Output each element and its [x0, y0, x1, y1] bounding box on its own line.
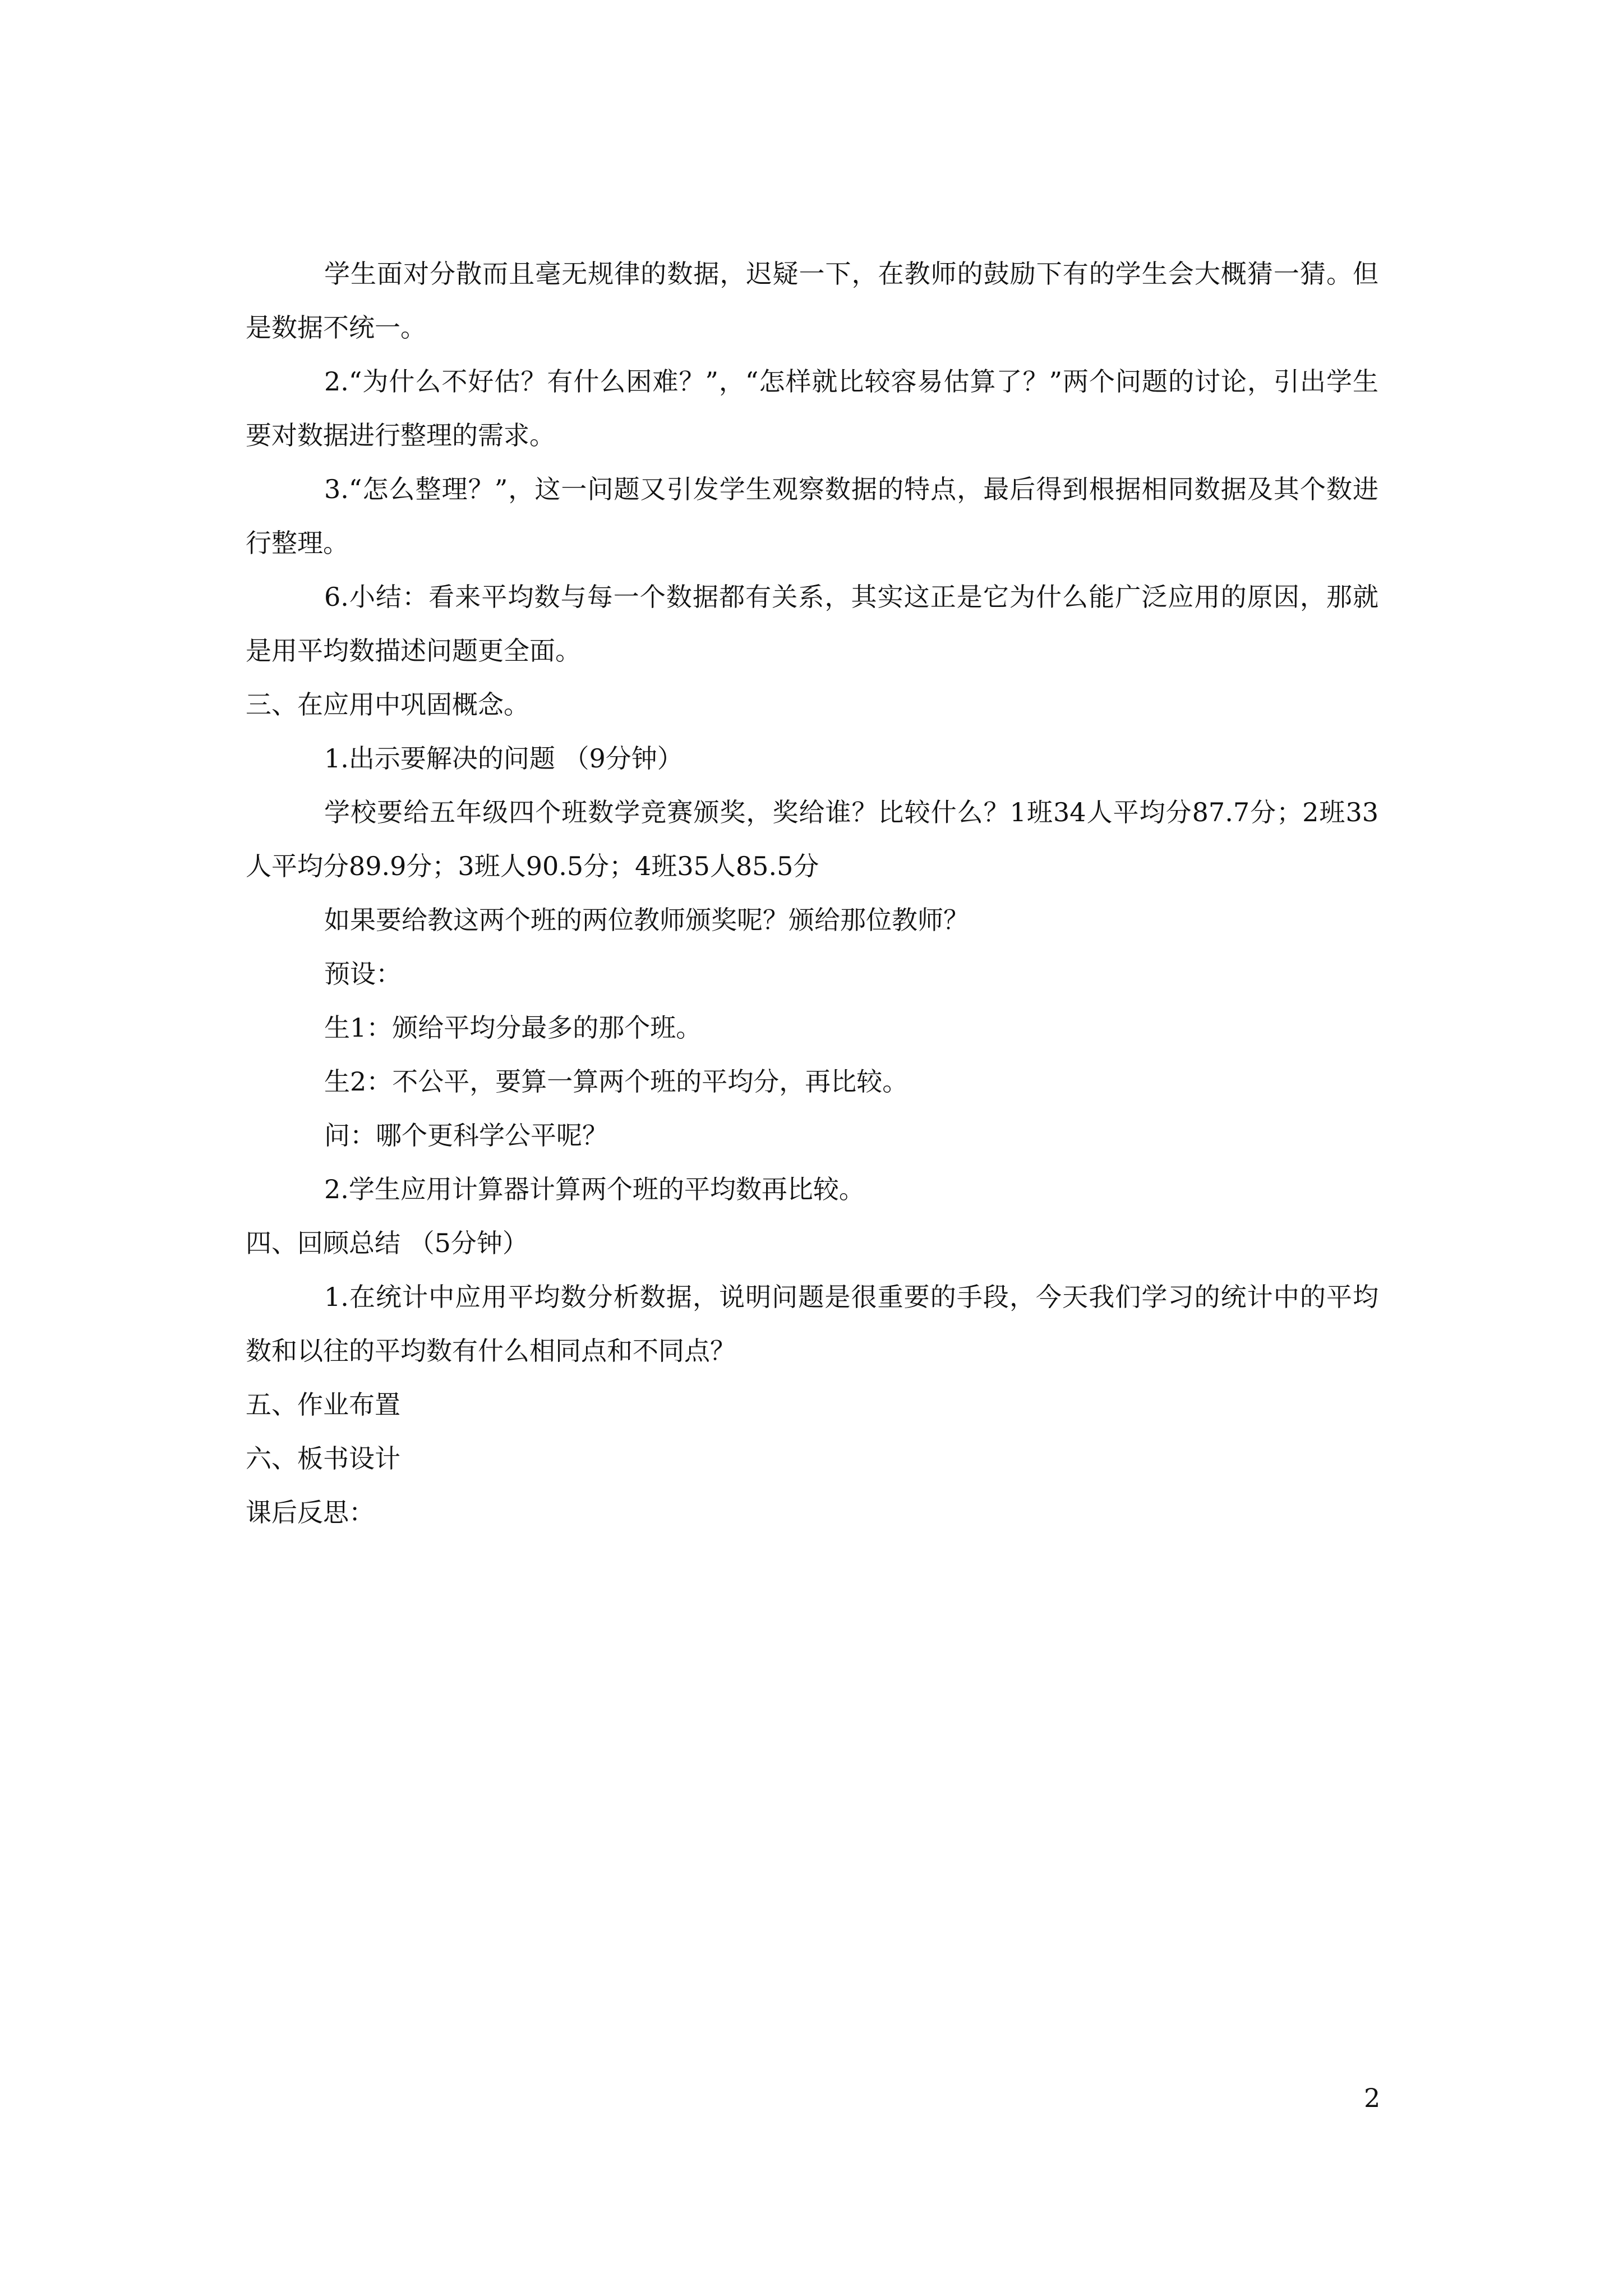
paragraph-summary: 6.小结：看来平均数与每一个数据都有关系，其实这正是它为什么能广泛应用的原因，那就是用平均数描述问题更全面。	[246, 582, 1378, 666]
paragraph-review-statistics: 1.在统计中应用平均数分析数据，说明问题是很重要的手段，今天我们学习的统计中的平均数和以往的平均数有什么相同点和不同点？	[246, 1282, 1378, 1366]
paragraph-show-problem: 1.出示要解决的问题 （9分钟）	[324, 743, 683, 774]
paragraph-student-1: 生1：颁给平均分最多的那个班。	[324, 1013, 702, 1043]
section-heading-reflection: 课后反思：	[246, 1497, 375, 1527]
paragraph-preset: 预设：	[324, 959, 402, 989]
section-heading-board-design: 六、板书设计	[246, 1443, 400, 1474]
paragraph-class-scores: 学校要给五年级四个班数学竞赛颁奖，奖给谁？比较什么？1班34人平均分87.7分；2班33人平均分89.9分；3班人90.5分；4班35人85.5分	[246, 797, 1378, 881]
paragraph-why-hard-to-estimate: 2.“为什么不好估？有什么困难？”，“怎样就比较容易估算了？”两个问题的讨论，引出学生要对数据进行整理的需求。	[246, 366, 1378, 450]
document-body	[246, 247, 1378, 1539]
section-heading-review: 四、回顾总结 （5分钟）	[246, 1228, 528, 1258]
page-number: 2	[1364, 2083, 1381, 2113]
paragraph-student-2: 生2：不公平，要算一算两个班的平均分，再比较。	[324, 1066, 909, 1097]
paragraph-calculator: 2.学生应用计算器计算两个班的平均数再比较。	[324, 1174, 865, 1204]
paragraph-how-to-organize: 3.“怎么整理？”，这一问题又引发学生观察数据的特点，最后得到根据相同数据及其个数进行整理。	[246, 474, 1378, 558]
paragraph-teacher-award: 如果要给教这两个班的两位教师颁奖呢？颁给那位教师？	[324, 905, 969, 935]
paragraph-question-fair: 问：哪个更科学公平呢？	[324, 1120, 608, 1151]
paragraph-student-guess: 学生面对分散而且毫无规律的数据，迟疑一下，在教师的鼓励下有的学生会大概猜一猜。但是数据不统一。	[246, 259, 1378, 343]
section-heading-homework: 五、作业布置	[246, 1389, 400, 1420]
section-heading-apply: 三、在应用中巩固概念。	[246, 689, 529, 720]
